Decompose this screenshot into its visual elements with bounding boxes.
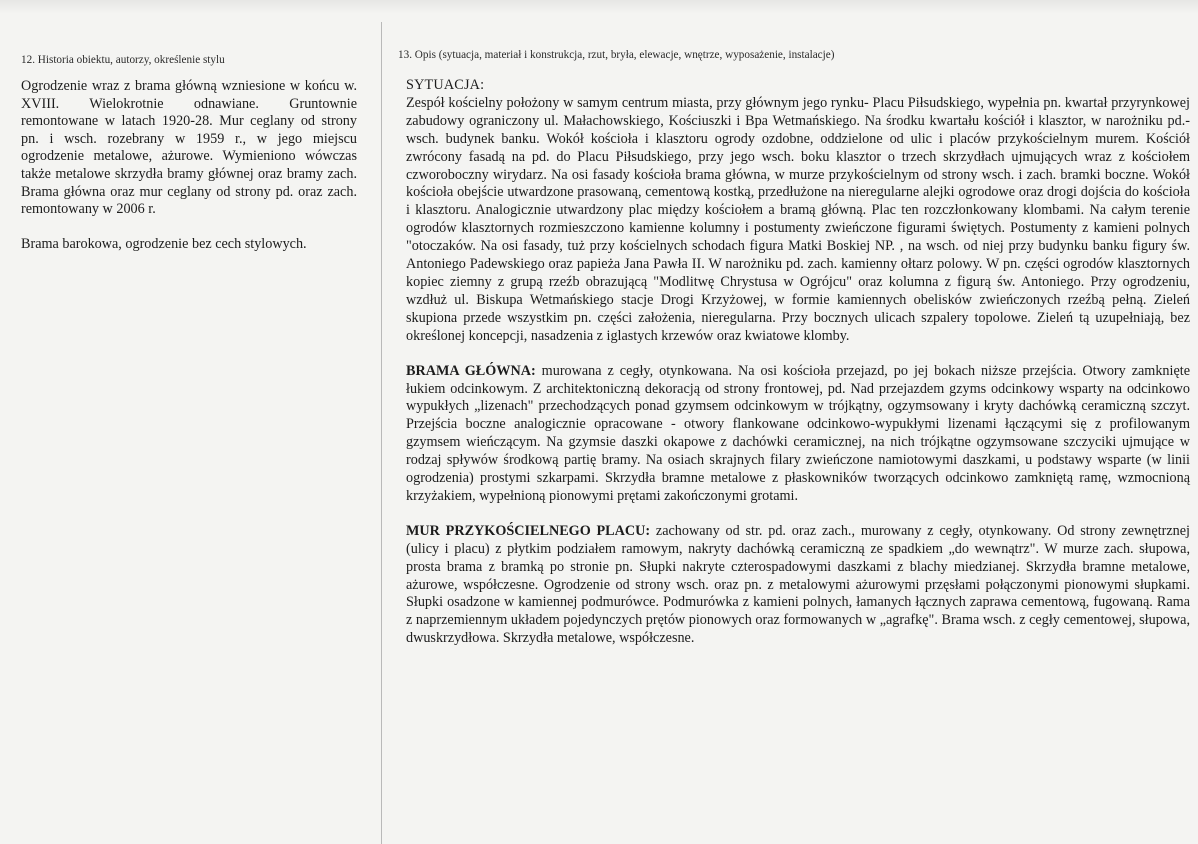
brama-paragraph xyxy=(406,363,1190,506)
brama-text: murowana z cegły, otynkowana. Na osi kościoła przejazd, po jej bokach niższe przejścia. Otwory zamknięte łukiem odcinkowym. Z architektoniczną dekoracją od strony frontowej, pd. Nad przejazdem gzyms odcinkowy wsparty na odcinkowo wypukłych „lizenach" przechodzących ponad gzymsem odcinkowym w trójkątny, ogzymsowany i kryty dachówką ceramiczną szczyt. Przejścia boczne analogicznie opracowane - otwory flankowane odcinkowo-wypukłymi lizenami łączącymi się z profilowanym gzymsem wieńczącym. Na gzymsie daszki okapowe z dachówki ceramicznej, na nich trójkątne ogzymsowane szczyciki ujmujące w rodzaj spływów środkową partię bramy. Na osiach skrajnych filary zwieńczone namiotowymi daszkami, u podstawy wsparte (w linii ogrodzenia) prostymi szkarpami. Skrzydła bramne metalowe z płaskowników tworzących odcinkowo zamkniętą ramę, wzmocnioną krzyżakiem, wypełnioną pionowymi prętami zakończonymi grotami. xyxy=(406,362,1190,504)
sytuacja-text: Zespół kościelny położony w samym centrum miasta, przy głównym jego rynku- Placu Piłsudskiego, wypełnia pn. kwartał przyrynkowej zabudowy ograniczony ul. Małachowskiego, Kościuszki i Bpa Wetmańskiego. Na środku kwartału kościół i klasztor, w narożniku pd.-wsch. budynek banku. Wokół kościoła i klasztoru ogrody ozdobne, oddzielone od ulic i placów przykościelnym murem. Kościół zwrócony fasadą na pd. do Placu Piłsudskiego, przy jego wsch. boku klasztor o trzech skrzydłach ujmujących wraz z kościołem czworoboczny wirydarz. Na osi fasady kościoła brama główna, w murze przykościelnym od strony wsch. i zach. bramki boczne. Wokół kościoła obejście utwardzone prasowaną, cementową kostką, przedłużone na nieregularne alejki ogrodowe oraz drogi dojścia do kościoła i klasztoru. Analogicznie utwardzony plac między kościołem a bramą główną. Plac ten rozczłonkowany klombami. Na całym terenie ogrodów klasztornych rozmieszczono kamienne kolumny i postumenty zwieńczone figurami świętych. Postumenty z kamieni polnych "otoczaków. Na osi fasady, tuż przy kościelnych schodach figura Matki Boskiej NP. , na wsch. od niej przy budynku banku figury św. Antoniego Padewskiego oraz papieża Jana Pawła II. W narożniku pd. zach. kamienny ołtarz polowy. W pn. części ogrodów klasztornych kopiec ziemny z grupą rzeźb obrazującą "Modlitwę Chrystusa w Ogrójcu" oraz kolumna z figurą św. Antoniego. Przy ogrodzeniu, wzdłuż ul. Biskupa Wetmańskiego stacje Drogi Krzyżowej, w formie kamiennych obelisków zwieńczonych rzeźbą pełną. Zieleń skupiona przede wszystkim pn. części założenia, nieregularna. Przy bocznych ulicach szpalery topolowe. Zieleń tą uzupełniają, bez określonej koncepcji, nasadzenia z iglastych krzewów oraz kwiatowe klomby. xyxy=(406,94,1190,344)
mur-block xyxy=(406,523,1190,648)
section-12-body xyxy=(21,78,357,253)
mur-paragraph xyxy=(406,523,1190,648)
section-13-heading: 13. Opis (sytuacja, materiał i konstrukcja, rzut, bryła, elewacje, wnętrze, wyposażenie, instalacje) xyxy=(398,49,835,61)
history-paragraph: Ogrodzenie wraz z brama główną wzniesione w końcu w. XVIII. Wielokrotnie odnawiane. Gruntownie remontowane w latach 1920-28. Mur ceglany od strony pn. i wsch. rozebrany w 1959 r., w jego miejscu ogrodzenie metalowe, ażurowe. Wymieniono wówczas także metalowe skrzydła bramy głównej oraz bramy zach. Brama główna oraz mur ceglany od strony pd. oraz zach. remontowany w 2006 r. xyxy=(21,78,357,218)
section-13-body xyxy=(406,77,1190,648)
sytuacja-title: SYTUACJA: xyxy=(406,77,485,93)
brama-block xyxy=(406,363,1190,506)
mur-text: zachowany od str. pd. oraz zach., murowany z cegły, otynkowany. Od strony zewnętrznej (ulicy i placu) z płytkim podziałem ramowym, nakryty dachówką ceramiczną ze spadkiem „do wewnątrz". W murze zach. słupowa, prosta brama z bramką po stronie pn. Słupki nakryte czterospadowymi daszkami z blachy miedzianej. Skrzydła bramne metalowe, ażurowe, współczesne. Ogrodzenie od strony wsch. oraz pn. z metalowymi ażurowymi przęsłami połączonymi pionowymi słupkami. Słupki osadzone w kamiennej podmurówce. Podmurówka z kamieni polnych, łamanych łącznych zaprawa cementową, fugowaną. Rama z naprzemiennym układem pojedynczych prętów pionowych oraz formowanych w „agrafkę". Brama wsch. z cegły cementowej, słupowa, dwuskrzydłowa. Skrzydła metalowe, współczesne. xyxy=(406,522,1190,647)
scan-top-edge xyxy=(0,0,1198,14)
brama-title: BRAMA GŁÓWNA: xyxy=(406,362,536,379)
section-12-heading: 12. Historia obiektu, autorzy, określenie stylu xyxy=(21,54,225,66)
sytuacja-block xyxy=(406,77,1190,346)
style-paragraph: Brama barokowa, ogrodzenie bez cech stylowych. xyxy=(21,235,307,252)
column-divider xyxy=(381,22,382,844)
mur-title: MUR PRZYKOŚCIELNEGO PLACU: xyxy=(406,522,651,539)
